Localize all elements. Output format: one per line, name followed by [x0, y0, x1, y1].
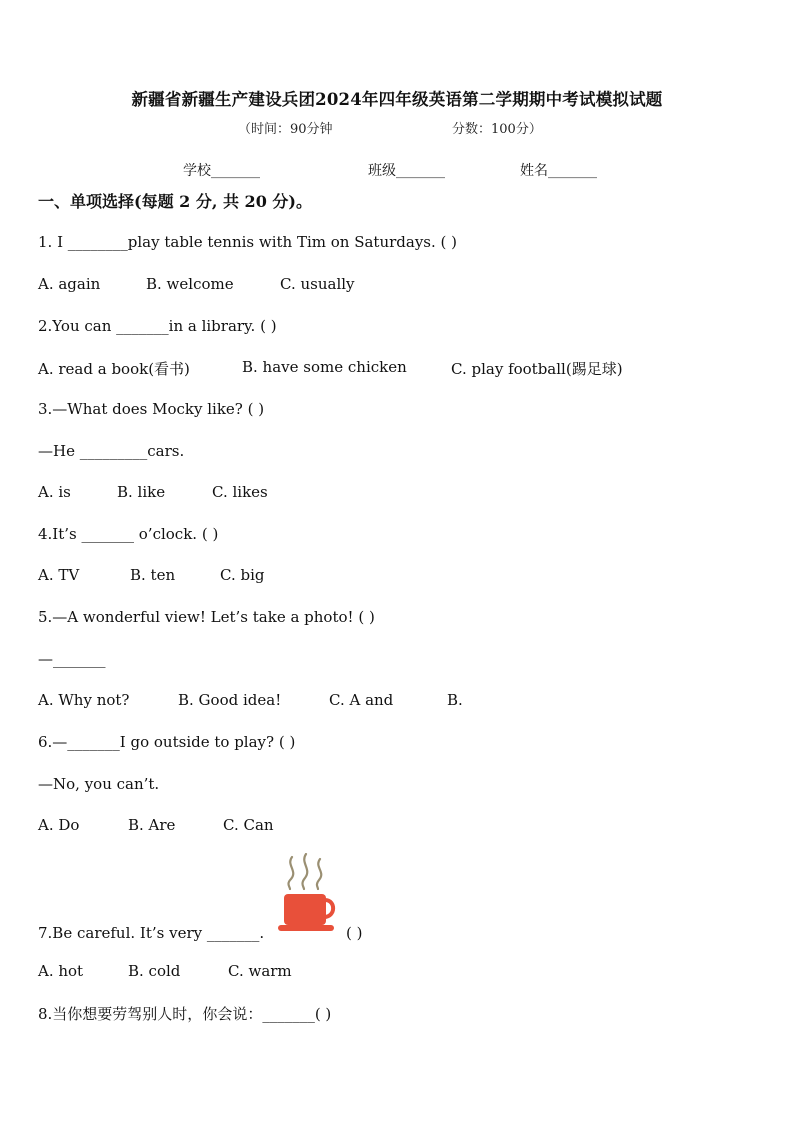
question-7-answer-paren: ( )	[346, 924, 363, 942]
score-note: 分数：100分）	[452, 122, 542, 137]
question-6-option-c: C. Can	[223, 816, 274, 834]
question-4-stem: 4.It’s _______ o’clock. ( )	[38, 525, 219, 543]
question-7-option-b: B. cold	[128, 962, 181, 980]
question-2-option-c: C. play football(踢足球)	[451, 360, 623, 378]
question-3-option-a: A. is	[38, 483, 71, 501]
question-1-option-c: C. usually	[280, 275, 355, 293]
question-3-stem: 3.—What does Mocky like? ( )	[38, 400, 265, 418]
question-6-option-b: B. Are	[128, 816, 176, 834]
question-5-option-a: A. Why not?	[38, 691, 130, 709]
class-field: 班级_______	[368, 163, 445, 179]
time-note: （时间：90分钟	[238, 122, 333, 137]
question-5-reply: —_______	[38, 650, 106, 668]
question-5-option-c: C. A and	[329, 691, 394, 709]
name-field: 姓名_______	[520, 163, 597, 179]
question-4-option-b: B. ten	[130, 566, 176, 584]
question-1-stem: 1. I ________play table tennis with Tim on Saturdays. ( )	[38, 233, 458, 251]
question-6-stem: 6.—_______I go outside to play? ( )	[38, 733, 296, 751]
question-7-stem: 7.Be careful. It’s very _______.	[38, 924, 265, 942]
question-2-option-a: A. read a book(看书)	[38, 360, 190, 378]
section-title: 一、单项选择(每题 2 分, 共 20 分)。	[38, 192, 312, 211]
question-3-option-b: B. like	[117, 483, 166, 501]
question-5-option-b: B. Good idea!	[178, 691, 282, 709]
question-5-stem: 5.—A wonderful view! Let’s take a photo! ( )	[38, 608, 375, 626]
question-2-option-b: B. have some chicken	[242, 358, 407, 376]
question-3-reply: —He _________cars.	[38, 442, 185, 460]
question-7-option-c: C. warm	[228, 962, 292, 980]
school-field: 学校_______	[183, 163, 260, 179]
question-8-stem: 8.当你想要劳驾别人时，你会说：_______( )	[38, 1005, 332, 1023]
question-1-option-a: A. again	[38, 275, 101, 293]
question-4-option-a: A. TV	[38, 566, 80, 584]
question-6-option-a: A. Do	[38, 816, 80, 834]
question-2-stem: 2.You can _______in a library. ( )	[38, 317, 277, 335]
hot-tea-cup-icon	[278, 853, 338, 935]
question-6-reply: —No, you can’t.	[38, 775, 160, 793]
page-title: 新疆省新疆生产建设兵团2024年四年级英语第二学期期中考试模拟试题	[131, 90, 663, 109]
question-3-option-c: C. likes	[212, 483, 268, 501]
question-7-option-a: A. hot	[38, 962, 84, 980]
question-1-option-b: B. welcome	[146, 275, 234, 293]
question-5-option-c-tail: B.	[447, 691, 463, 709]
question-4-option-c: C. big	[220, 566, 265, 584]
